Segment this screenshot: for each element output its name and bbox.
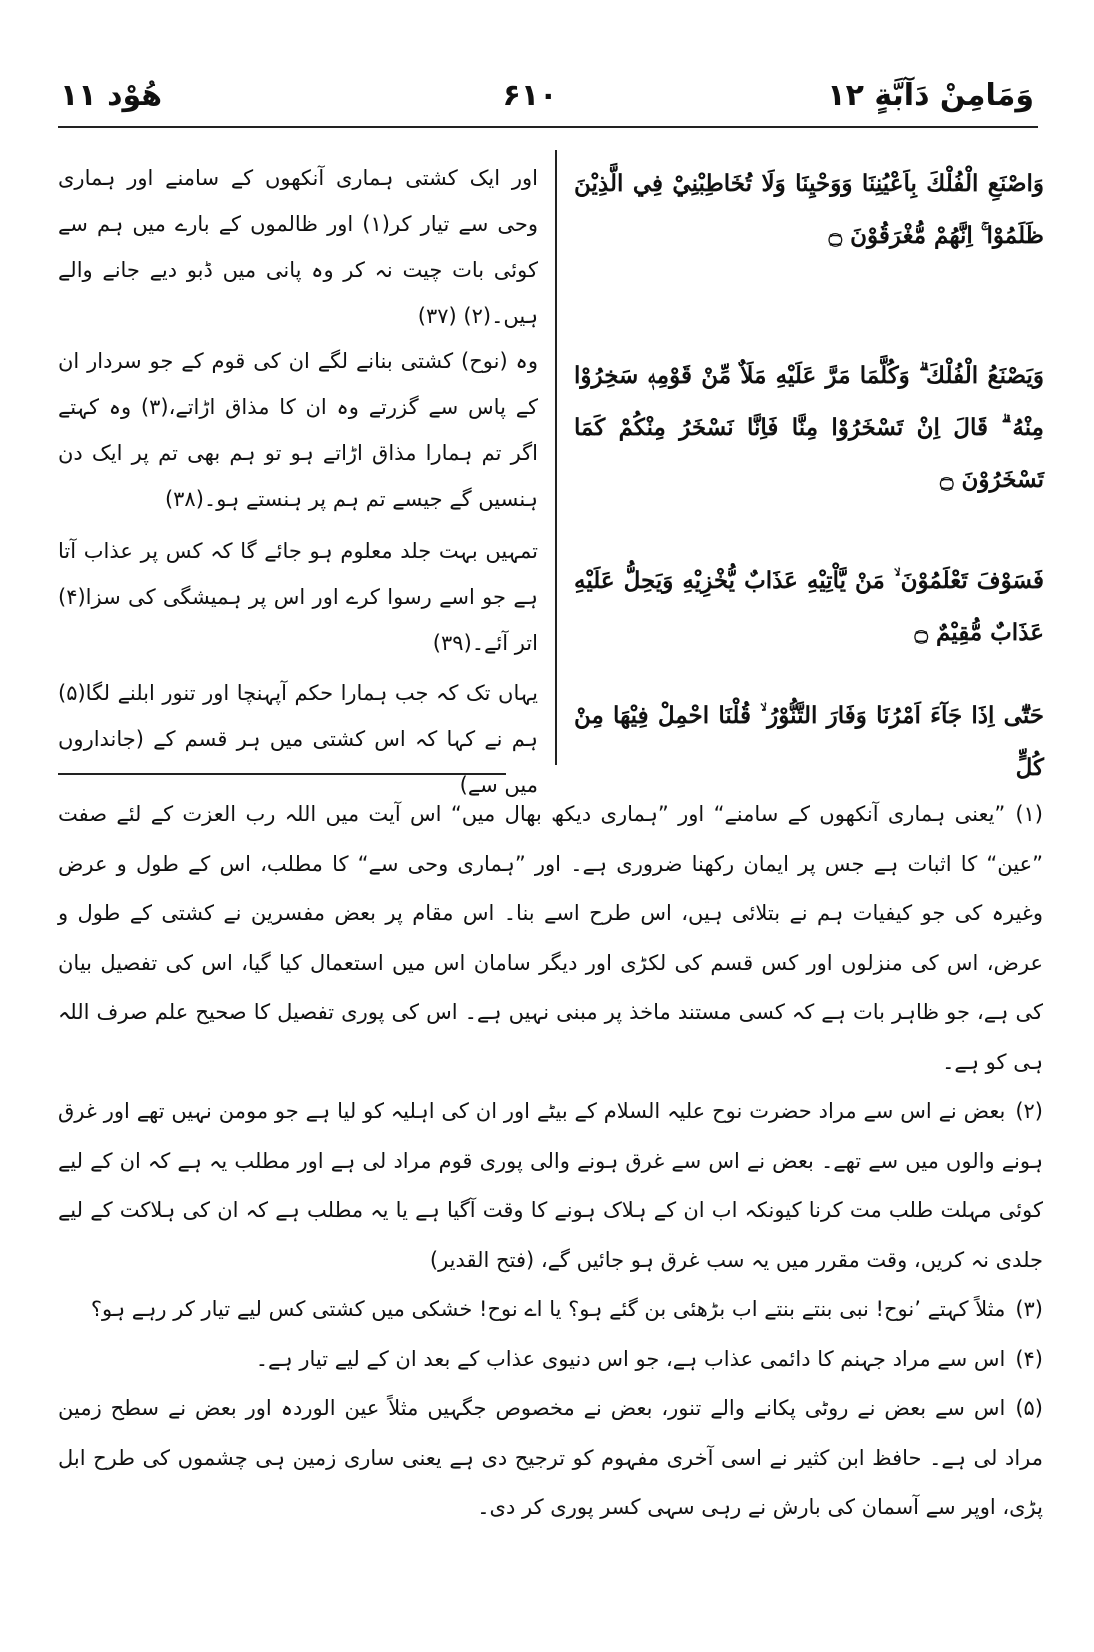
arabic-verse-40: حَتّٰٓى اِذَا جَآءَ اَمْرُنَا وَفَارَ التَّنُّوْرُ ۙ قُلْنَا احْمِلْ فِيْهَا مِنْ كُلٍّ	[574, 702, 1044, 781]
surah-name-header: ھُوْد ۱۱	[60, 78, 163, 113]
juz-name-header: وَمَامِنْ دَآبَّةٍ ۱۲	[827, 78, 1034, 113]
footnote-number: (۳)	[1015, 1297, 1043, 1321]
footnote-divider	[58, 773, 506, 775]
footnotes	[58, 790, 1043, 1533]
footnote-1	[58, 790, 1043, 1087]
footnote-text: اس سے بعض نے روٹی پکانے والے تنور، بعض نے مخصوص جگہیں مثلاً عین الوردہ اور بعض نے سطح زمین مراد لی ہے۔ حافظ ابن کثیر نے اسی آخری مفہوم کو ترجیح دی ہے یعنی ساری زمین ہی چشموں کی طرح ابل پڑی، اوپر سے آسمان کی بارش نے رہی سہی کسر پوری کر دی۔	[58, 1396, 1043, 1519]
header-divider	[58, 126, 1038, 128]
arabic-verse-37: وَاصْنَعِ الْفُلْكَ بِاَعْيُنِنَا وَوَحْيِنَا وَلَا تُخَاطِبْنِيْ فِي الَّذِيْنَ ظَلَمُوْا ۚ اِنَّهُمْ مُّغْرَقُوْنَ ۝	[574, 170, 1044, 249]
column-divider	[555, 150, 557, 765]
footnote-number: (۲)	[1015, 1099, 1043, 1123]
footnote-number: (۵)	[1015, 1396, 1043, 1420]
footnote-text: ”یعنی ہماری آنکھوں کے سامنے“ اور ”ہماری دیکھ بھال میں“ اس آیت میں اللہ رب العزت کے لئے صفت ”عین“ کا اثبات ہے جس پر ایمان رکھنا ضروری ہے۔ اور ”ہماری وحی سے“ کا مطلب، اس کے طول و عرض وغیرہ کی جو کیفیات ہم نے بتلائی ہیں، اس طرح اسے بنا۔ اس مقام پر بعض مفسرین نے کشتی کے طول و عرض، اس کی منزلوں اور کس قسم کی لکڑی اور دیگر سامان اس میں استعمال کیا گیا، اس کی تفصیل بیان کی ہے، جو ظاہر بات ہے کہ کسی مستند ماخذ پر مبنی نہیں ہے۔ اس کی پوری تفصیل کا صحیح علم صرف اللہ ہی کو ہے۔	[58, 802, 1043, 1074]
footnote-text: مثلاً کہتے ’نوح! نبی بنتے بنتے اب بڑھئی بن گئے ہو؟ یا اے نوح! خشکی میں کشتی کس لیے تیار کر رہے ہو؟	[90, 1297, 1006, 1321]
footnote-text: بعض نے اس سے مراد حضرت نوح علیہ السلام کے بیٹے اور ان کی اہلیہ کو لیا ہے جو مومن نہیں تھے اور غرق ہونے والوں میں سے تھے۔ بعض نے اس سے غرق ہونے والی پوری قوم مراد لی ہے اور مطلب یہ ہے کہ ان کے لیے کوئی مہلت طلب مت کرنا کیونکہ اب ان کے ہلاک ہونے کا وقت آگیا ہے یا یہ مطلب ہے کہ ان کی ہلاکت کے لیے جلدی نہ کریں، وقت مقرر میں یہ سب غرق ہو جائیں گے، (فتح القدیر)	[58, 1099, 1043, 1272]
translation-verse-40: یہاں تک کہ جب ہمارا حکم آپہنچا اور تنور ابلنے لگا(۵) ہم نے کہا کہ اس کشتی میں ہر قسم کے (جانداروں میں سے)	[58, 681, 538, 797]
footnote-text: اس سے مراد جہنم کا دائمی عذاب ہے، جو اس دنیوی عذاب کے بعد ان کے لیے تیار ہے۔	[255, 1346, 1006, 1371]
footnote-4	[58, 1335, 1043, 1385]
page-number: ۶۱۰	[502, 78, 558, 113]
footnote-number: (۴)	[1015, 1346, 1043, 1371]
translation-verse-38: وہ (نوح) کشتی بنانے لگے ان کی قوم کے جو سردار ان کے پاس سے گزرتے وہ ان کا مذاق اڑاتے،(۳) وہ کہتے اگر تم ہمارا مذاق اڑاتے ہو تو ہم بھی تم پر ایک دن ہنسیں گے جیسے تم ہم پر ہنستے ہو۔(۳۸)	[58, 349, 538, 511]
translation-verse-39: تمہیں بہت جلد معلوم ہو جائے گا کہ کس پر عذاب آتا ہے جو اسے رسوا کرے اور اس پر ہمیشگی کی سزا(۴) اتر آئے۔(۳۹)	[58, 539, 538, 655]
footnote-3	[58, 1285, 1043, 1335]
footnote-number: (۱)	[1015, 802, 1043, 826]
translation-verse-37: اور ایک کشتی ہماری آنکھوں کے سامنے اور ہماری وحی سے تیار کر(۱) اور ظالموں کے بارے میں ہم سے کوئی بات چیت نہ کر وہ پانی میں ڈبو دیے جانے والے ہیں۔(۲) (۳۷)	[58, 166, 539, 328]
footnote-5	[58, 1384, 1043, 1533]
arabic-verse-39: فَسَوْفَ تَعْلَمُوْنَ ۙ مَنْ يَّاْتِيْهِ عَذَابٌ يُّخْزِيْهِ وَيَحِلُّ عَلَيْهِ عَذَابٌ مُّقِيْمٌ ۝	[574, 567, 1044, 646]
arabic-verse-38: وَيَصْنَعُ الْفُلْكَ ۗ وَكُلَّمَا مَرَّ عَلَيْهِ مَلَاٌ مِّنْ قَوْمِهٖ سَخِرُوْا مِنْهُ ۗ قَالَ اِنْ تَسْخَرُوْا مِنَّا فَاِنَّا نَسْخَرُ مِنْكُمْ كَمَا تَسْخَرُوْنَ ۝	[574, 362, 1044, 493]
footnote-2	[58, 1087, 1043, 1285]
